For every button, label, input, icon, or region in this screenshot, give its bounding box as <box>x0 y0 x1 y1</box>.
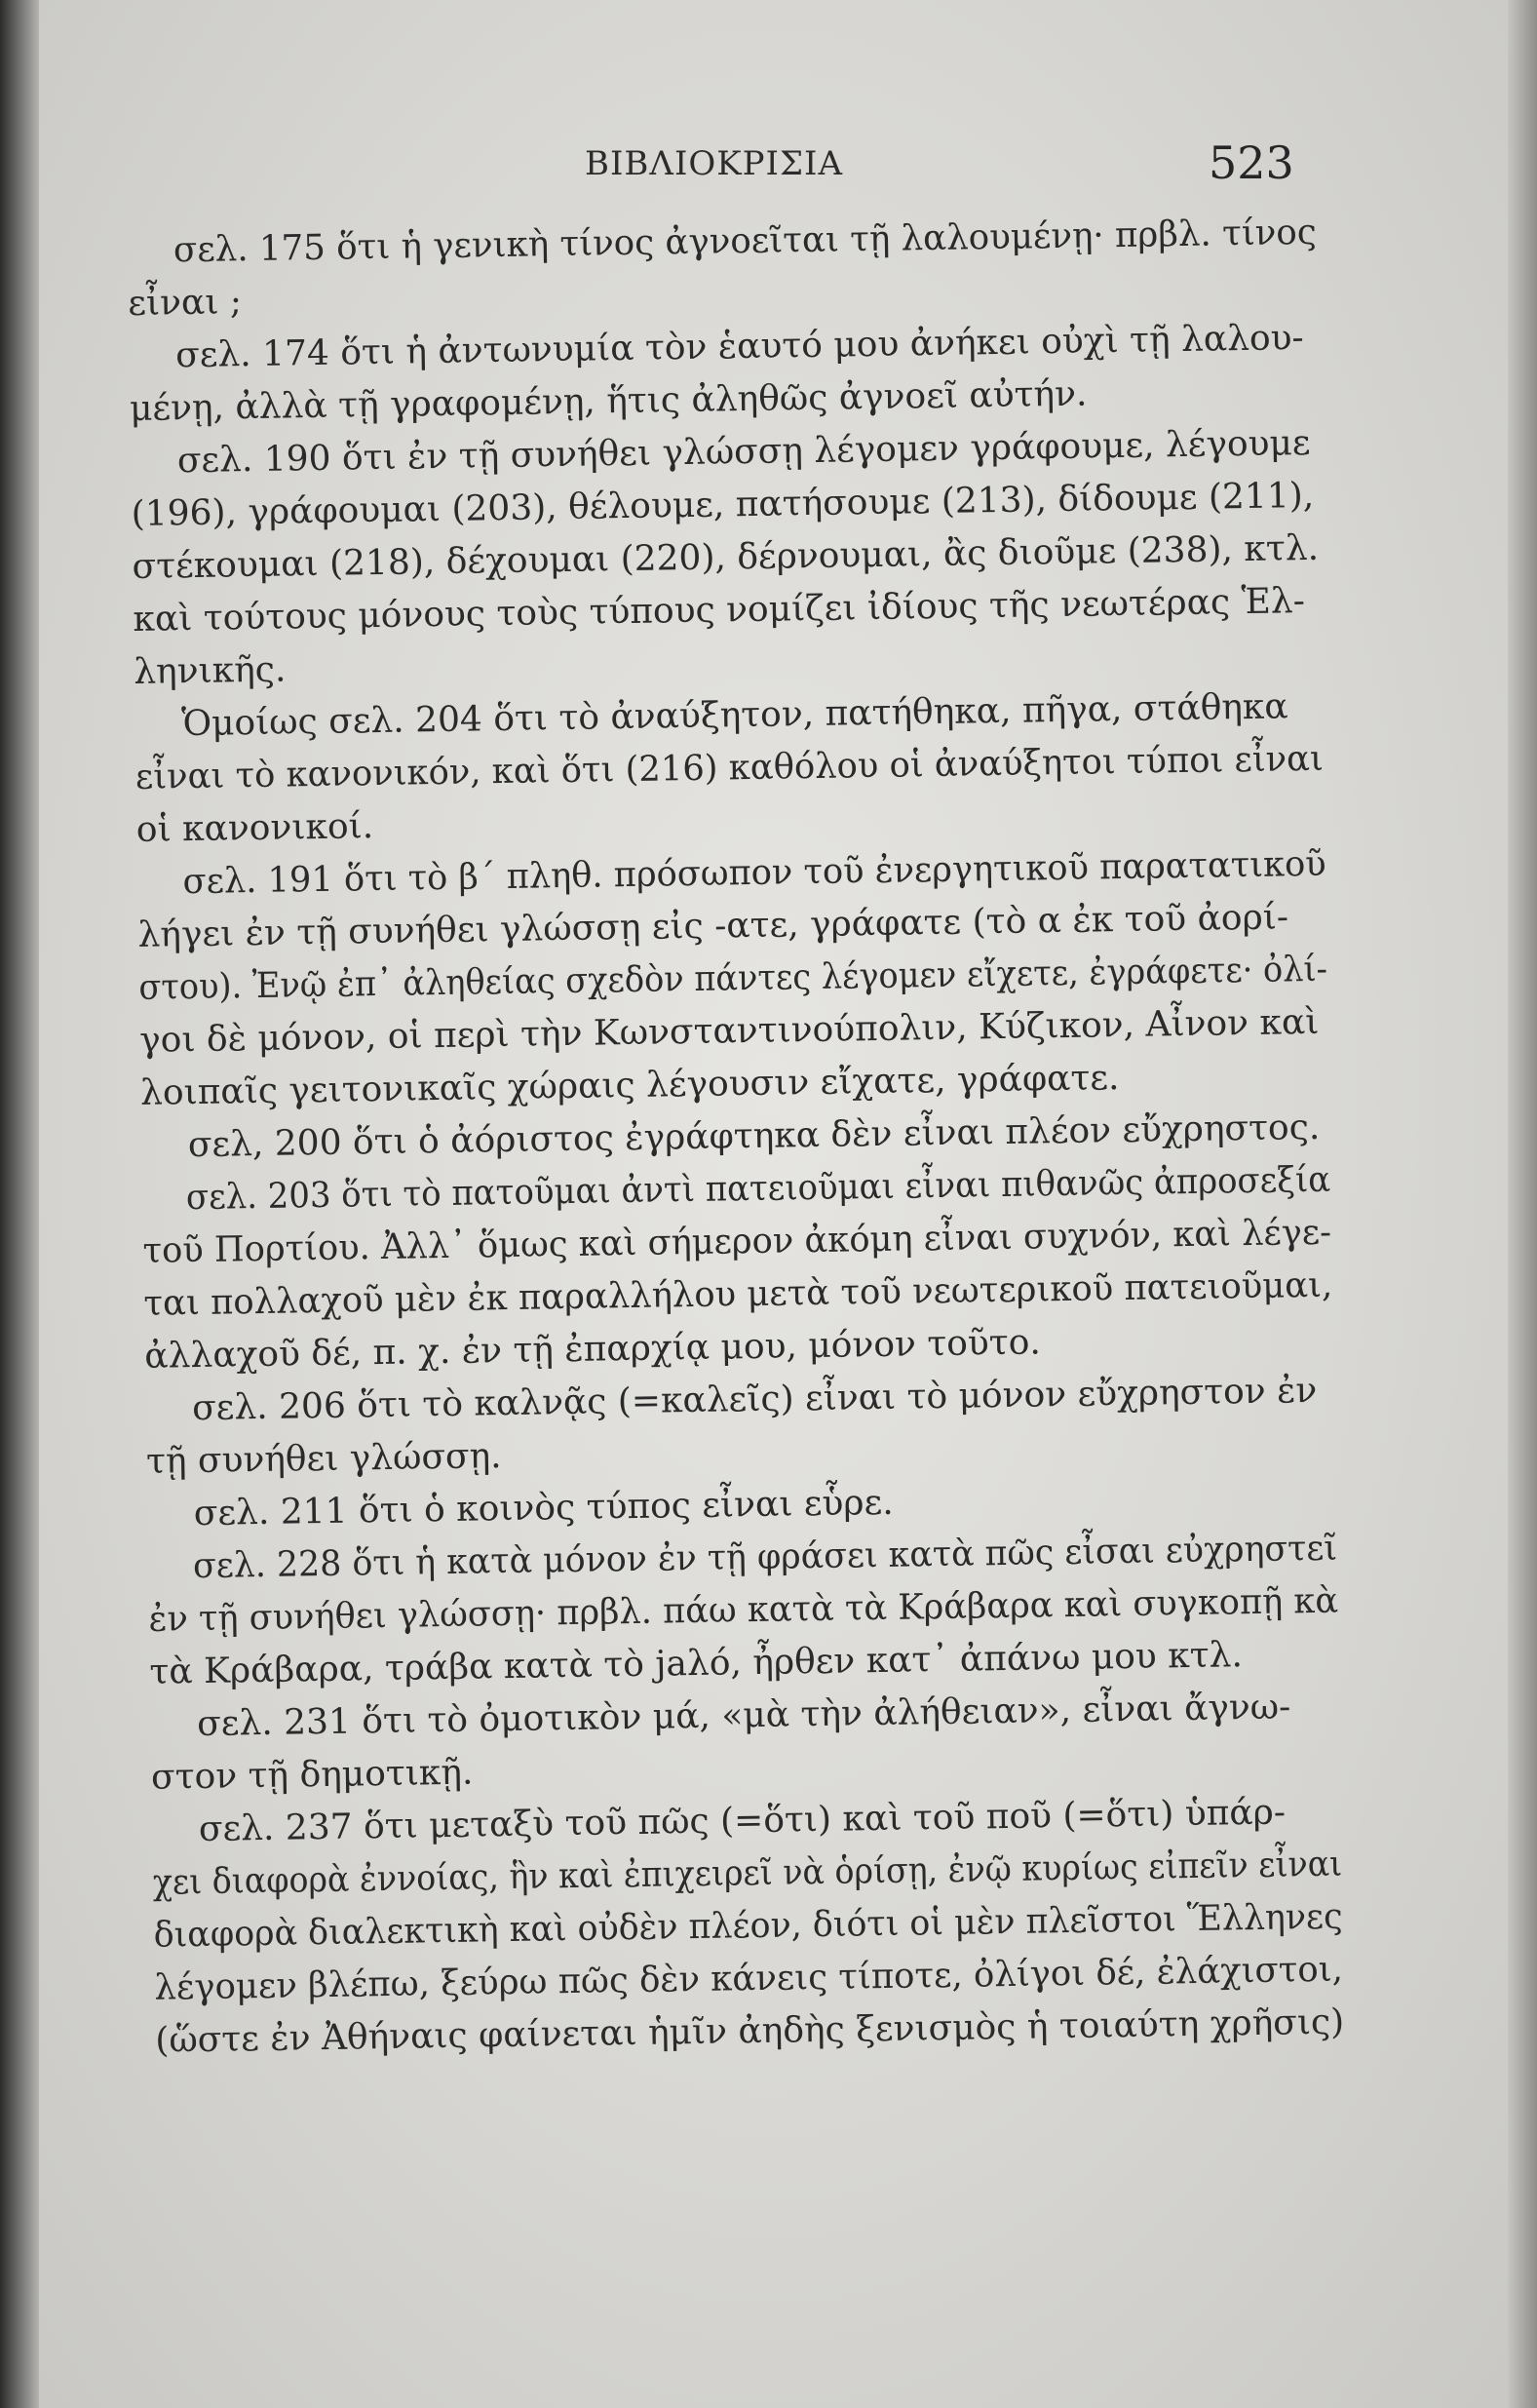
page-body-text <box>127 201 1345 2062</box>
text-line: τῇ συνήθει γλώσσῃ. <box>145 1436 502 1482</box>
text-line: λήγει ἐν τῇ συνήθει γλώσσῃ εἰς -ατε, γράφατε (τὸ α ἐκ τοῦ ἀορί- <box>137 897 1289 955</box>
text-line: (ὥστε ἐν Ἀθήναις φαίνεται ἡμῖν ἀηδὴς ξενισμὸς ἡ τοιαύτη χρῆσις) <box>155 2001 1345 2061</box>
text-line: στον τῇ δημοτικῇ. <box>150 1752 474 1798</box>
text-line: ληνικῆς. <box>133 649 287 692</box>
text-line: σελ. 228 ὅτι ἡ κατὰ μόνον ἐν τῇ φράσει κατὰ πῶς εἶσαι εὐχρηστεῖ <box>192 1528 1338 1587</box>
text-line: μένῃ, ἀλλὰ τῇ γραφομένῃ, ἥτις ἀληθῶς ἀγνοεῖ αὐτήν. <box>129 373 1088 429</box>
text-line: καὶ τούτους μόνους τοὺς τύπους νομίζει ἰδίους τῆς νεωτέρας Ἑλ- <box>133 581 1306 640</box>
running-head: ΒΙΒΛΙΟΚΡΙΣΙΑ <box>585 144 843 183</box>
text-line: τὰ Κράβαρα, τράβα κατὰ τὸ jaλό, ἦρθεν κατ᾽ ἀπάνω μου κτλ. <box>149 1635 1244 1692</box>
text-line: εἶναι τὸ κανονικόν, καὶ ὅτι (216) καθόλου οἱ ἀναύξητοι τύποι εἶναι <box>134 738 1325 797</box>
text-line: ἀλλαχοῦ δέ, π. χ. ἐν τῇ ἐπαρχίᾳ μου, μόνον τοῦτο. <box>144 1322 1042 1377</box>
page-edge-shadow-right <box>1508 0 1537 2408</box>
text-line: σελ. 174 ὅτι ἡ ἀντωνυμία τὸν ἑαυτό μου ἀνήκει οὐχὶ τῇ λαλου- <box>174 318 1304 376</box>
text-line: σελ. 191 ὅτι τὸ β΄ πληθ. πρόσωπον τοῦ ἐνεργητικοῦ παρατατικοῦ <box>182 843 1326 903</box>
text-line: σελ. 203 ὅτι τὸ πατοῦμαι ἀντὶ πατειοῦμαι εἶναι πιθανῶς ἀπροσεξία <box>185 1159 1331 1219</box>
text-line: λέγομεν βλέπω, ξεύρω πῶς δὲν κάνεις τίποτε, ὀλίγοι δέ, ἐλάχιστοι, <box>154 1949 1344 2008</box>
text-line: διαφορὰ διαλεκτικὴ καὶ οὐδὲν πλέον, διότι οἱ μὲν πλεῖστοι Ἕλληνες <box>153 1896 1343 1956</box>
text-line: εἶναι ; <box>128 282 243 324</box>
text-line: στου). Ἐνῷ ἐπ᾽ ἀληθείας σχεδὸν πάντες λέγομεν εἴχετε, ἐγράφετε· ὀλί- <box>138 949 1328 1008</box>
text-line: τοῦ Πορτίου. Ἀλλ᾽ ὅμως καὶ σήμερον ἀκόμη εἶναι συχνόν, καὶ λέγε- <box>142 1212 1332 1271</box>
page-header <box>0 136 1537 195</box>
text-line: χει διαφορὰ ἐννοίας, ἣν καὶ ἐπιχειρεῖ νὰ ὁρίσῃ, ἐνῷ κυρίως εἰπεῖν εἶναι <box>152 1844 1343 1903</box>
text-line: (196), γράφουμαι (203), θέλουμε, πατήσουμε (213), δίδουμε (211), <box>131 475 1315 534</box>
page-number: 523 <box>1209 136 1294 189</box>
text-line: ται πολλαχοῦ μὲν ἐκ παραλλήλου μετὰ τοῦ νεωτερικοῦ πατειοῦμαι, <box>143 1264 1333 1324</box>
text-line: σελ. 190 ὅτι ἐν τῇ συνήθει γλώσσῃ λέγομεν γράφουμε, λέγουμε <box>176 422 1311 482</box>
text-line: Ὁμοίως σελ. 204 ὅτι τὸ ἀναύξητον, πατήθηκα, πῆγα, στάθηκα <box>180 686 1289 745</box>
text-line: σελ. 206 ὅτι τὸ καλνᾷς (=καλεῖς) εἶναι τὸ μόνον εὔχρηστον ἐν <box>191 1370 1318 1429</box>
text-line: στέκουμαι (218), δέχουμαι (220), δέρνουμαι, ἂς διοῦμε (238), κτλ. <box>132 527 1320 587</box>
text-line: οἱ κανονικοί. <box>135 806 374 850</box>
text-line: σελ. 237 ὅτι μεταξὺ τοῦ πῶς (=ὅτι) καὶ τοῦ ποῦ (=ὅτι) ὑπάρ- <box>198 1792 1287 1850</box>
text-line: λοιπαῖς γειτονικαῖς χώραις λέγουσιν εἴχατε, γράφατε. <box>139 1058 1120 1113</box>
text-line: σελ, 200 ὅτι ὁ ἀόριστος ἐγράφτηκα δὲν εἶναι πλέον εὔχρηστος. <box>187 1107 1321 1166</box>
text-line: σελ. 175 ὅτι ἡ γενικὴ τίνος ἀγνοεῖται τῇ λαλουμένῃ· πρβλ. τίνος <box>173 212 1318 271</box>
text-line: ἐν τῇ συνήθει γλώσσῃ· πρβλ. πάω κατὰ τὰ Κράβαρα καὶ συγκοπῇ κὰ <box>148 1580 1339 1640</box>
text-line: σελ. 211 ὅτι ὁ κοινὸς τύπος εἶναι εὗρε. <box>193 1482 894 1534</box>
text-line: σελ. 231 ὅτι τὸ ὀμοτικὸν μά, «μὰ τὴν ἀλήθειαν», εἶναι ἄγνω- <box>196 1687 1291 1745</box>
page-edge-shadow-left <box>0 0 39 2408</box>
text-line: γοι δὲ μόνον, οἱ περὶ τὴν Κωνσταντινούπολιν, Κύζικον, Αἶνον καὶ <box>138 1001 1320 1061</box>
